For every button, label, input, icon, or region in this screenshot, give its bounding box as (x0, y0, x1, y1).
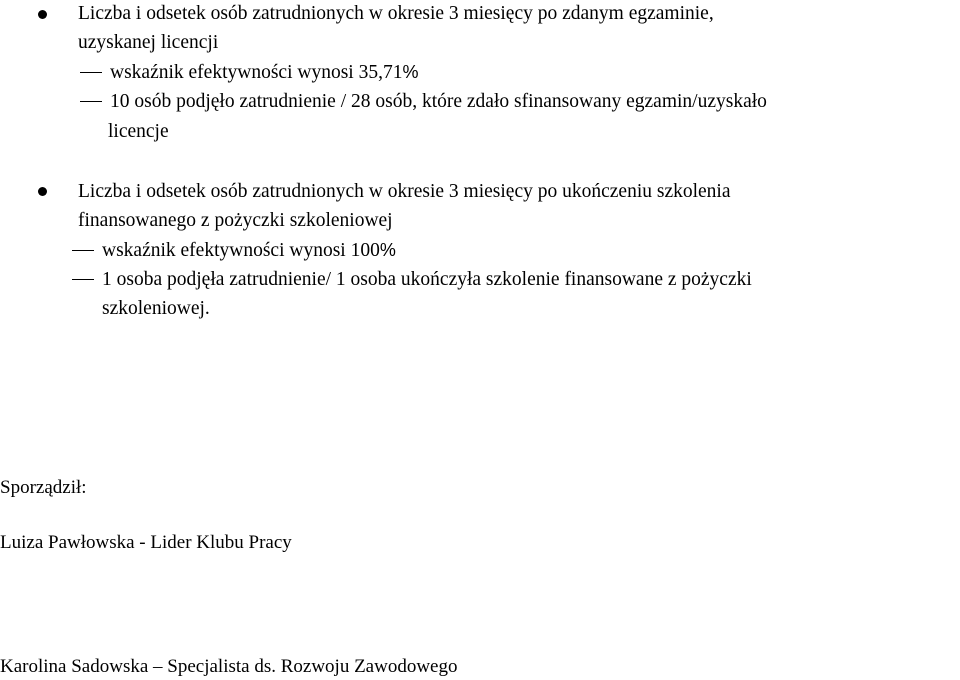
section1-rate-pct: % (402, 62, 419, 82)
bullet-icon (38, 10, 47, 19)
section2-detail-line1 (72, 268, 752, 292)
section2-rate-text: wskaźnik efektywności wynosi 100 (102, 240, 380, 261)
prepared-by-label: Sporządził: (0, 477, 87, 498)
section1-heading-line2: uzyskanej licencji (78, 32, 219, 53)
section1-detail-line1 (80, 90, 767, 114)
dash-icon (80, 101, 102, 103)
section2-heading-line1: Liczba i odsetek osób zatrudnionych w okresie 3 miesięcy po ukończeniu szkolenia (78, 181, 731, 202)
section1-rate-line (80, 60, 418, 85)
section2-detail-line2: szkoleniowej. (102, 298, 210, 319)
author-karolina: Karolina Sadowska – Specjalista ds. Rozwoju Zawodowego (0, 656, 458, 677)
author-luiza: Luiza Pawłowska - Lider Klubu Pracy (0, 532, 292, 553)
section1-detail-text: 10 osób podjęło zatrudnienie / 28 osób, które zdało sfinansowany egzamin/uzyskało (110, 91, 767, 112)
section1-heading-line1: Liczba i odsetek osób zatrudnionych w okresie 3 miesięcy po zdanym egzaminie, (78, 3, 714, 24)
bullet-icon (38, 187, 47, 196)
section2-rate-pct: % (379, 240, 396, 260)
section2-rate-line (72, 238, 396, 263)
dash-icon (72, 250, 94, 252)
section1-rate-text: wskaźnik efektywności wynosi 35,71 (110, 62, 403, 83)
dash-icon (80, 72, 102, 74)
section1-detail-line2: licencje (108, 121, 169, 142)
section2-detail-text: 1 osoba podjęła zatrudnienie/ 1 osoba ukończyła szkolenie finansowane z pożyczki (102, 269, 752, 290)
dash-icon (72, 279, 94, 281)
section2-heading-line2: finansowanego z pożyczki szkoleniowej (78, 210, 393, 231)
